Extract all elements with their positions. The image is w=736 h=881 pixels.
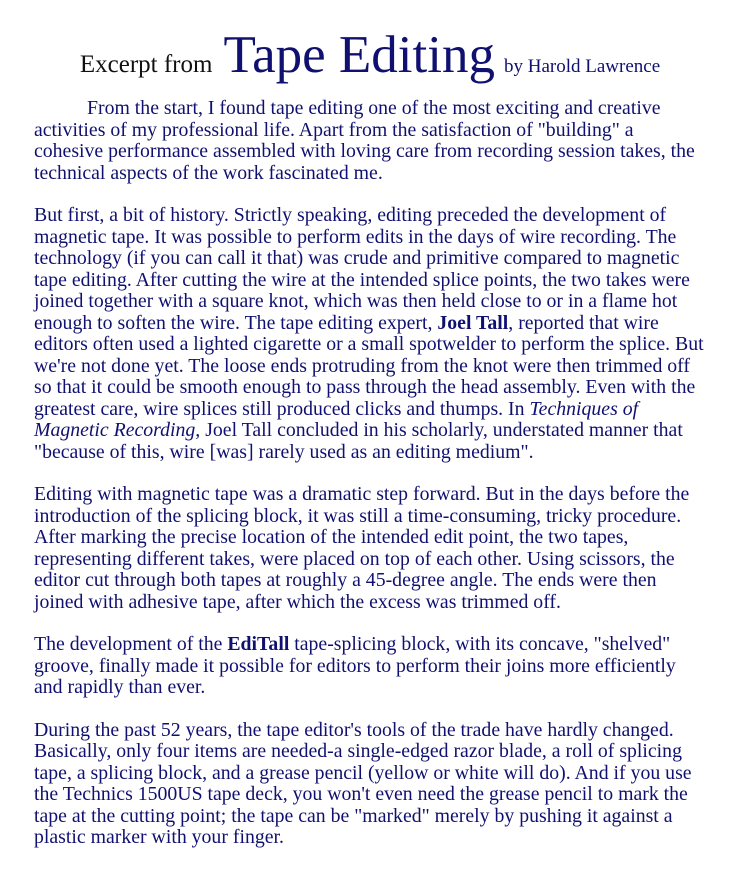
title-prefix: Excerpt from bbox=[79, 51, 213, 78]
history-text-b: , reported that wire editors often used a lighted cigarette or a small spotwelder to perform the splice. But we're not done yet. The loose ends protruding from the knot were then trimmed off so that it could be smooth enough to pass through the head assembly. Even with the greatest care, wire splices still produced clicks and thumps. In bbox=[34, 311, 704, 420]
history-text-a: But first, a bit of history. Strictly speaking, editing preceded the development of magnetic tape. It was possible to perform edits in the days of wire recording. The technology (if you can call it that) was crude and primitive compared to magnetic tape editing. After cutting the wire at the intended splice points, the two takes were joined together with a square knot, which was then held close to or in a flame hot enough to soften the wire. The tape editing expert, bbox=[34, 204, 690, 334]
cited-book-title: Techniques of Magnetic Recording, bbox=[34, 397, 639, 441]
paragraph-editall bbox=[34, 634, 706, 699]
editall-text-a: The development of the bbox=[34, 633, 228, 655]
person-name-joel-tall: Joel Tall bbox=[437, 311, 509, 334]
paragraph-history bbox=[34, 205, 706, 463]
book-title: Tape Editing bbox=[223, 26, 495, 84]
editall-text-b: tape-splicing block, with its concave, "shelved" groove, finally made it possible for editors to perform their joins more efficiently and rapidly than ever. bbox=[34, 633, 676, 698]
page-title bbox=[34, 20, 706, 90]
author-byline: by Harold Lawrence bbox=[503, 56, 661, 77]
document-page bbox=[34, 20, 706, 870]
paragraph-magnetic-tape: Editing with magnetic tape was a dramatic step forward. But in the days before the introduction of the splicing block, it was still a time-consuming, tricky procedure. After marking the precise location of the intended edit point, the two tapes, representing different takes, were placed on top of each other. Using scissors, the editor cut through both tapes at roughly a 45-degree angle. The ends were then joined with adhesive tape, after which the excess was trimmed off. bbox=[34, 483, 690, 613]
paragraph-intro: From the start, I found tape editing one of the most exciting and creative activities of my professional life. Apart from the satisfaction of "building" a cohesive performance assembled with loving care from recording session takes, the technical aspects of the work fascinated me. bbox=[34, 97, 695, 184]
history-text-c: Joel Tall concluded in his scholarly, understated manner that "because of this, wire [was] rarely used as an editing medium". bbox=[34, 419, 683, 463]
product-name-editall: EdiTall bbox=[227, 633, 290, 655]
paragraph-tools: During the past 52 years, the tape editor's tools of the trade have hardly changed. Basically, only four items are needed-a single-edged razor blade, a roll of splicing tape, a splicing block, and a grease pencil (yellow or white will do). And if you use the Technics 1500US tape deck, you won't even need the grease pencil to mark the tape at the cutting point; the tape can be "marked" merely by pushing it against a plastic marker with your finger. bbox=[34, 718, 692, 848]
